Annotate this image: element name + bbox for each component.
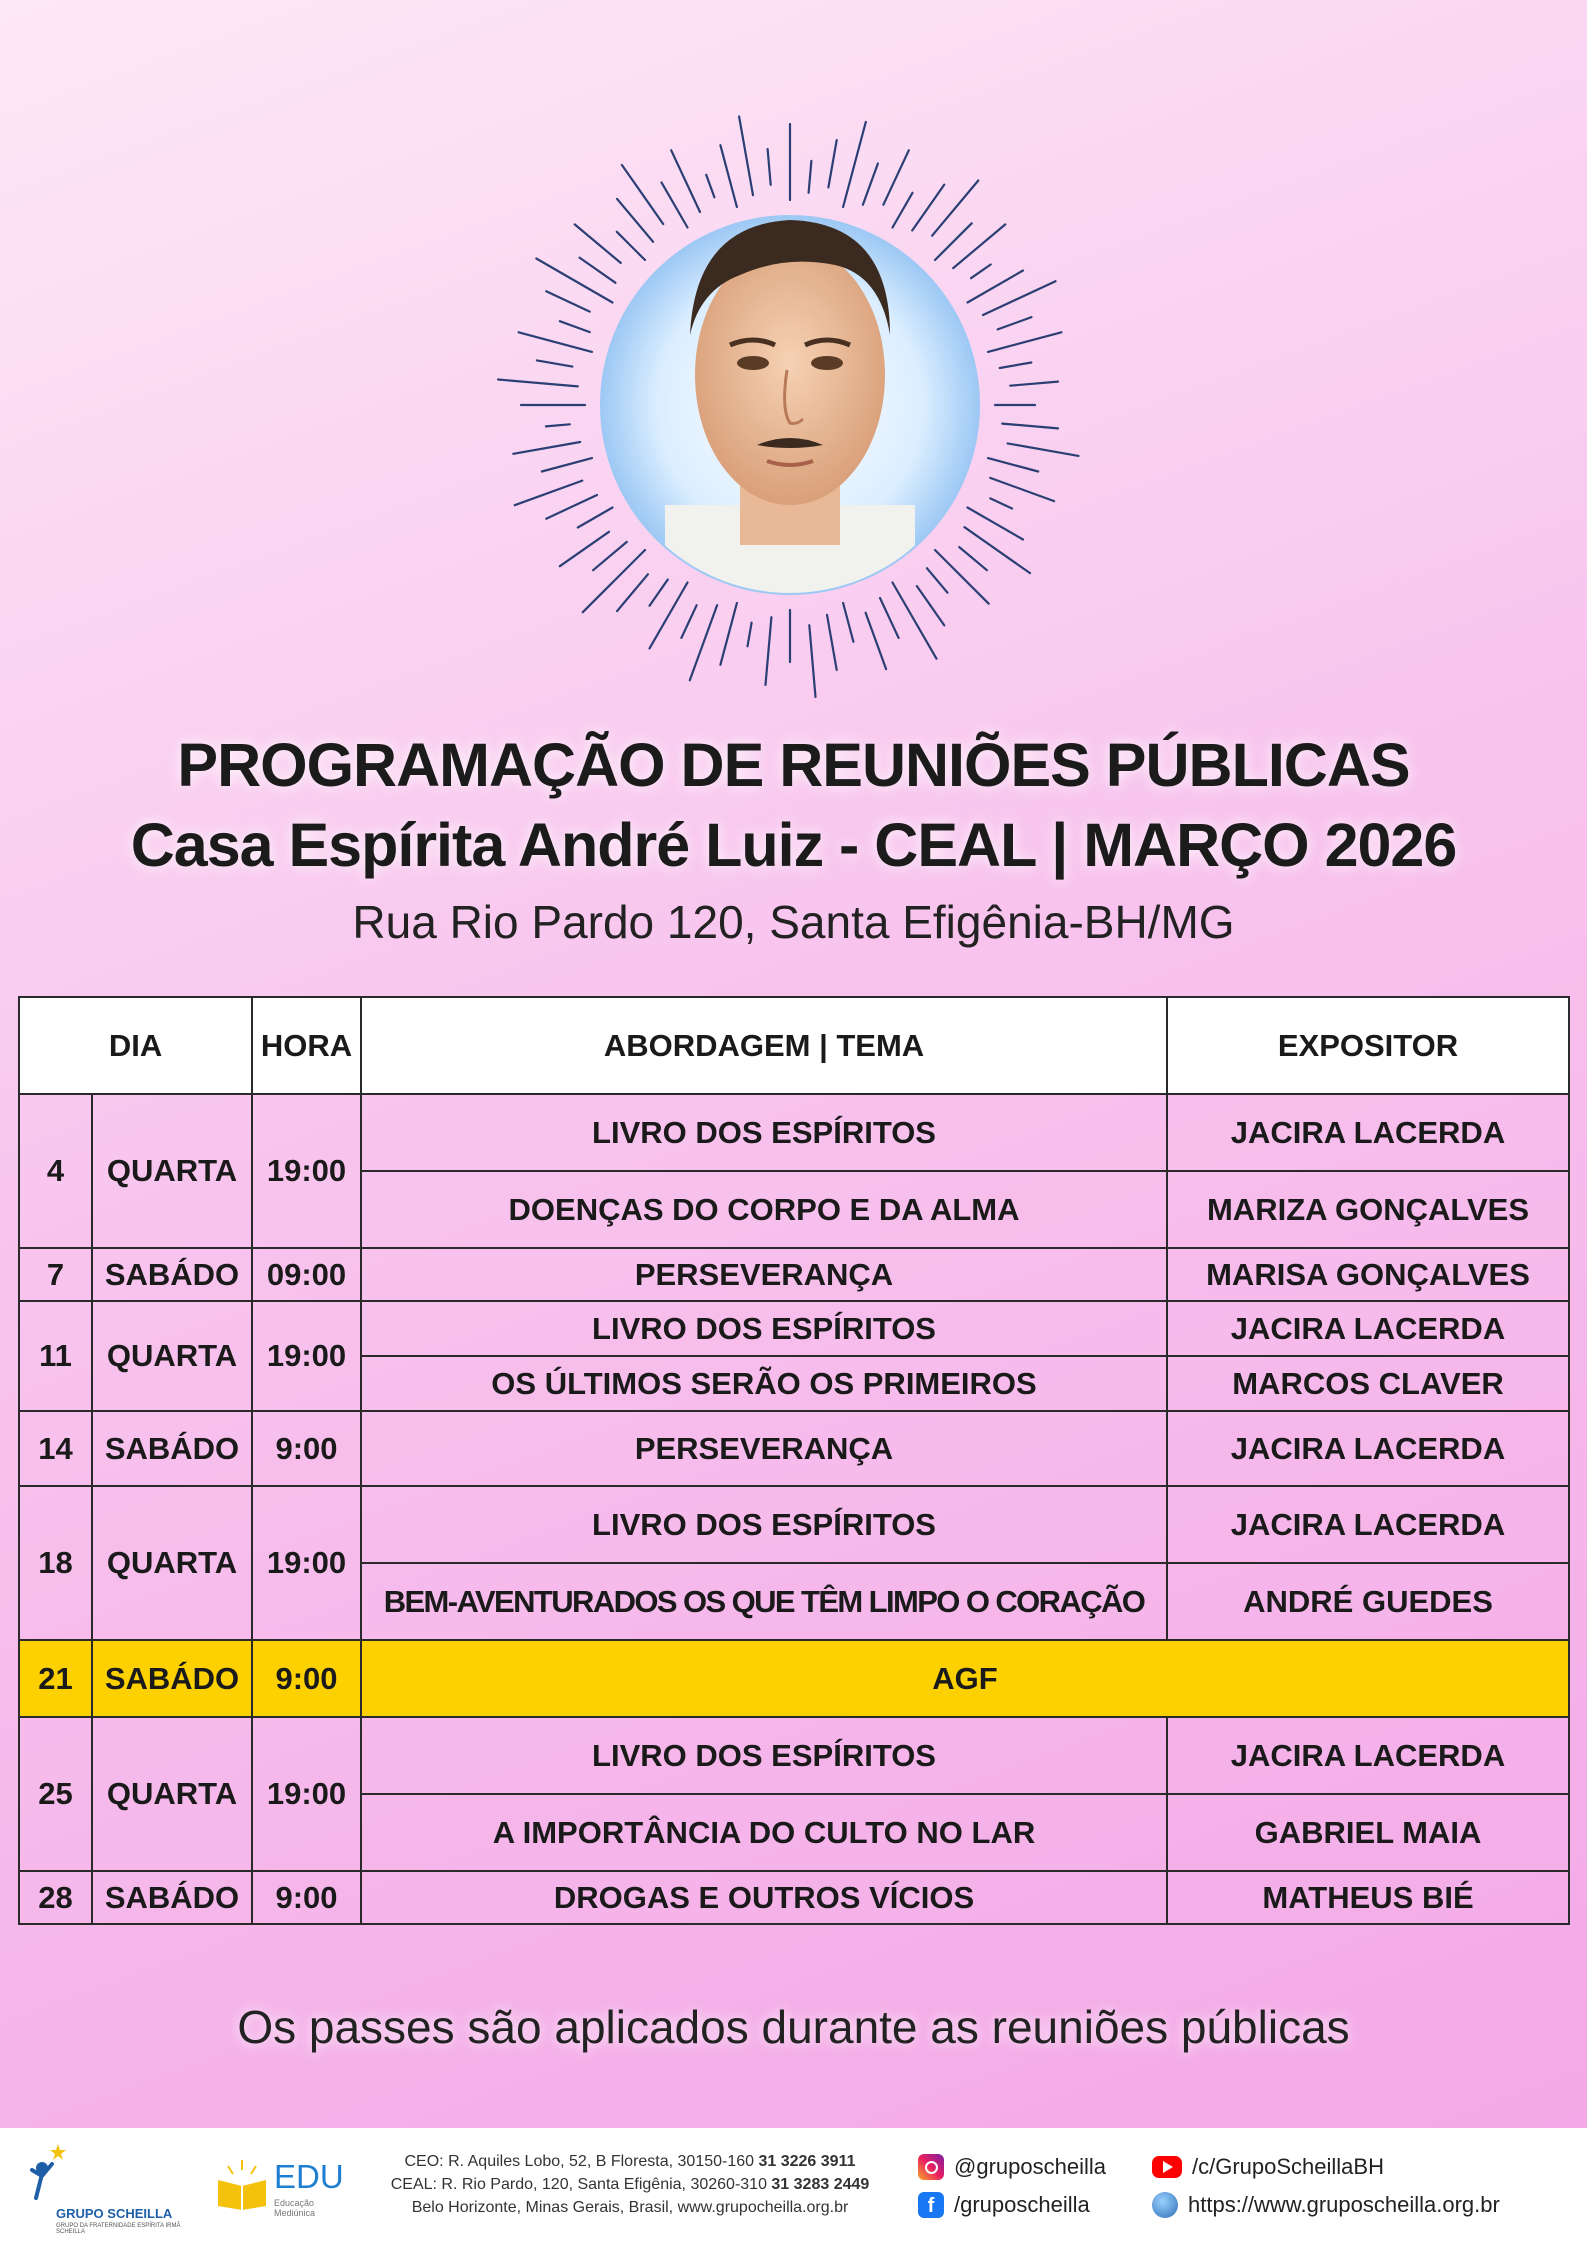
table-row [19, 1094, 1569, 1171]
halo-ray [988, 332, 1061, 352]
venue-address: Rua Rio Pardo 120, Santa Efigênia-BH/MG [352, 896, 1235, 948]
cell-tema: BEM-AVENTURADOS OS QUE TÊM LIMPO O CORAÇÃO [361, 1563, 1167, 1640]
halo-ray [990, 498, 1012, 508]
cell-hora: 19:00 [252, 1717, 361, 1871]
cell-expositor: JACIRA LACERDA [1167, 1411, 1569, 1486]
table-row [19, 1411, 1569, 1486]
cell-tema: LIVRO DOS ESPÍRITOS [361, 1094, 1167, 1171]
halo-ray [578, 508, 613, 528]
cell-tema: LIVRO DOS ESPÍRITOS [361, 1301, 1167, 1356]
cell-expositor: JACIRA LACERDA [1167, 1301, 1569, 1356]
cell-dia: 25 [19, 1717, 92, 1871]
halo-ray [690, 605, 717, 680]
cell-weekday: SABÁDO [92, 1871, 252, 1924]
cell-expositor: MARISA GONÇALVES [1167, 1248, 1569, 1301]
cell-hora: 9:00 [252, 1640, 361, 1717]
cell-expositor: GABRIEL MAIA [1167, 1794, 1569, 1871]
website-link[interactable]: https://www.gruposcheilla.org.br [1152, 2186, 1500, 2224]
header-dia: DIA [19, 997, 252, 1094]
halo-ray [622, 165, 663, 224]
cell-dia: 11 [19, 1301, 92, 1411]
halo-ray [515, 481, 583, 506]
halo-ray [720, 145, 737, 207]
halo-ray [662, 182, 688, 227]
cell-dia: 7 [19, 1248, 92, 1301]
halo-ray [866, 613, 887, 669]
halo-ray [927, 568, 948, 593]
instagram-icon [918, 2154, 944, 2180]
halo-ray [843, 603, 853, 642]
halo-ray [681, 605, 696, 638]
halo-ray [720, 603, 737, 665]
halo-ray [739, 117, 753, 196]
cell-hora: 19:00 [252, 1094, 361, 1248]
halo-ray [498, 380, 578, 387]
cell-hora: 19:00 [252, 1486, 361, 1640]
cell-tema: DOENÇAS DO CORPO E DA ALMA [361, 1171, 1167, 1248]
halo-ray [768, 149, 771, 185]
edu-logo: EDU Educação Mediúnica [212, 2148, 352, 2228]
halo-ray [1000, 363, 1032, 369]
cell-weekday: SABÁDO [92, 1411, 252, 1486]
cell-expositor: ANDRÉ GUEDES [1167, 1563, 1569, 1640]
halo-ray [542, 458, 592, 471]
passes-note: Os passes são aplicados durante as reuniões públicas [237, 2001, 1350, 2053]
halo-ray [537, 360, 573, 366]
cell-expositor: MATHEUS BIÉ [1167, 1871, 1569, 1924]
table-row [19, 1248, 1569, 1301]
globe-icon [1152, 2192, 1178, 2218]
cell-expositor: JACIRA LACERDA [1167, 1717, 1569, 1794]
cell-tema: LIVRO DOS ESPÍRITOS [361, 1717, 1167, 1794]
halo-ray [883, 150, 908, 204]
halo-ray [617, 199, 653, 242]
halo-ray [880, 598, 899, 638]
halo-ray [1008, 443, 1079, 456]
halo-ray [536, 259, 612, 303]
header-tema: ABORDAGEM | TEMA [361, 997, 1167, 1094]
instagram-link[interactable]: @gruposcheilla [918, 2148, 1106, 2186]
cell-tema: OS ÚLTIMOS SERÃO OS PRIMEIROS [361, 1356, 1167, 1411]
halo-ray [990, 478, 1054, 501]
table-header-row [19, 997, 1569, 1094]
halo-ray [671, 150, 700, 212]
schedule-table [18, 996, 1570, 1925]
halo-ray [766, 617, 772, 685]
cell-expositor: JACIRA LACERDA [1167, 1486, 1569, 1563]
page-title: PROGRAMAÇÃO DE REUNIÕES PÚBLICAS [177, 731, 1410, 799]
facebook-link[interactable]: f /gruposcheilla [918, 2186, 1106, 2224]
halo-ray [513, 442, 580, 454]
halo-ray [560, 321, 590, 332]
halo-ray [809, 625, 815, 697]
person-star-icon [28, 2142, 68, 2202]
book-sun-icon [214, 2156, 270, 2212]
cell-dia: 4 [19, 1094, 92, 1248]
social-right [1152, 2148, 1500, 2224]
halo-ray [583, 550, 645, 612]
cell-tema: PERSEVERANÇA [361, 1411, 1167, 1486]
halo-ray [809, 161, 812, 193]
halo-ray [912, 185, 944, 231]
halo-ray [593, 542, 627, 570]
portrait-halo [485, 105, 1105, 705]
cell-tema: LIVRO DOS ESPÍRITOS [361, 1486, 1167, 1563]
cell-weekday: SABÁDO [92, 1640, 252, 1717]
halo-ray [650, 580, 668, 606]
cell-dia: 18 [19, 1486, 92, 1640]
cell-hora: 9:00 [252, 1871, 361, 1924]
cell-weekday: SABÁDO [92, 1248, 252, 1301]
cell-tema: PERSEVERANÇA [361, 1248, 1167, 1301]
halo-ray [617, 574, 648, 611]
halo-ray [959, 547, 987, 570]
halo-ray [828, 140, 836, 187]
cell-dia: 14 [19, 1411, 92, 1486]
cell-weekday: QUARTA [92, 1486, 252, 1640]
halo-ray [863, 164, 878, 205]
halo-ray [560, 532, 609, 566]
cell-weekday: QUARTA [92, 1301, 252, 1411]
facebook-icon: f [918, 2192, 944, 2218]
header-hora: HORA [252, 997, 361, 1094]
halo-ray [893, 583, 937, 659]
cell-weekday: QUARTA [92, 1717, 252, 1871]
halo-ray [843, 122, 866, 207]
table-row [19, 1301, 1569, 1356]
social-left [918, 2148, 1106, 2224]
halo-ray [1002, 424, 1058, 429]
halo-ray [580, 258, 616, 283]
grupo-scheilla-logo: GRUPO SCHEILLA GRUPO DA FRATERNIDADE ESPÍRITA IRMÃ SCHEILLA [28, 2142, 188, 2228]
halo-ray [1010, 382, 1058, 386]
cell-weekday: QUARTA [92, 1094, 252, 1248]
header-expositor: EXPOSITOR [1167, 997, 1569, 1094]
cell-expositor: JACIRA LACERDA [1167, 1094, 1569, 1171]
halo-ray [932, 181, 978, 236]
halo-ray [998, 317, 1032, 329]
portrait-image [485, 105, 1105, 705]
table-row [19, 1486, 1569, 1563]
cell-hora: 9:00 [252, 1411, 361, 1486]
halo-ray [546, 424, 570, 426]
halo-ray [988, 458, 1038, 471]
halo-ray [575, 224, 621, 263]
cell-tema: DROGAS E OUTROS VÍCIOS [361, 1871, 1167, 1924]
cell-tema: AGF [361, 1640, 1569, 1717]
youtube-link[interactable]: /c/GrupoScheillaBH [1152, 2148, 1500, 2186]
halo-ray [965, 527, 1031, 573]
halo-ray [917, 586, 945, 625]
cell-expositor: MARCOS CLAVER [1167, 1356, 1569, 1411]
halo-ray [706, 175, 714, 198]
halo-ray [748, 623, 752, 647]
youtube-icon [1152, 2156, 1182, 2178]
footer-addresses: CEO: R. Aquiles Lobo, 52, B Floresta, 30150-160 31 3226 3911 CEAL: R. Rio Pardo, 120, Santa Efigênia, 30260-310 31 3283 2449 Belo Horizonte, Minas Gerais, Brasil, www.grupocheilla.org.br [390, 2153, 870, 2216]
footer [0, 2128, 1587, 2245]
table-row [19, 1871, 1569, 1924]
cell-hora: 19:00 [252, 1301, 361, 1411]
table-row [19, 1717, 1569, 1794]
halo-ray [546, 495, 597, 519]
cell-dia: 21 [19, 1640, 92, 1717]
halo-ray [617, 232, 645, 260]
halo-ray [827, 615, 837, 670]
halo-ray [935, 550, 989, 604]
halo-ray [893, 193, 913, 228]
cell-hora: 09:00 [252, 1248, 361, 1301]
halo-ray [935, 223, 972, 260]
cell-expositor: MARIZA GONÇALVES [1167, 1171, 1569, 1248]
halo-ray [971, 265, 991, 279]
halo-ray [953, 224, 1005, 268]
page-subtitle: Casa Espírita André Luiz - CEAL | MARÇO 2026 [130, 811, 1457, 879]
halo-ray [546, 291, 590, 311]
cell-tema: A IMPORTÂNCIA DO CULTO NO LAR [361, 1794, 1167, 1871]
table-row-highlight [19, 1640, 1569, 1717]
halo-ray [519, 332, 592, 352]
cell-dia: 28 [19, 1871, 92, 1924]
